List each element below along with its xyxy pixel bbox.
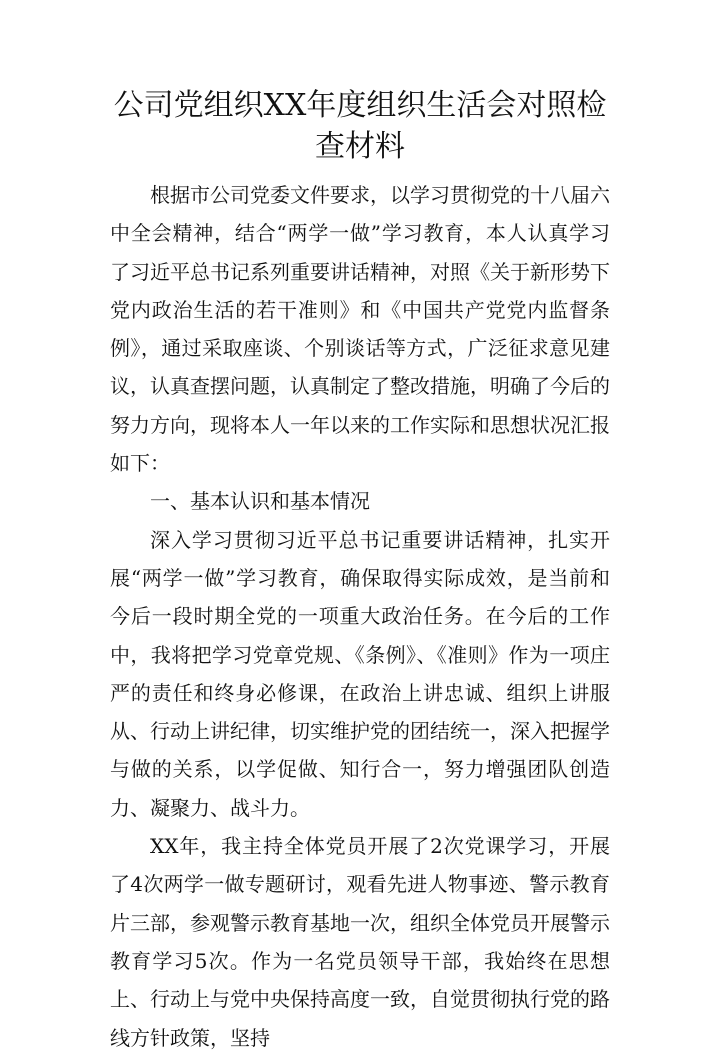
- paragraph-annual-activities: XX年，我主持全体党员开展了2次党课学习，开展了4次两学一做专题研讨，观看先进人物事迹、警示教育片三部，参观警示教育基地一次，组织全体党员开展警示教育学习5次。作为一名党员领导干部，我始终在思想上、行动上与党中央保持高度一致，自觉贯彻执行党的路线方针政策，坚持: [110, 834, 610, 1050]
- document-body: [110, 176, 610, 1057]
- document-title: 公司党组织XX年度组织生活会对照检查材料: [113, 88, 607, 164]
- paragraph-study-spirit: 深入学习贯彻习近平总书记重要讲话精神，扎实开展“两学一做”学习教育，确保取得实际成效，是当前和今后一段时期全党的一项重大政治任务。在今后的工作中，我将把学习党章党规、《条例》、《准则》作为一项庄严的责任和终身必修课，在政治上讲忠诚、组织上讲服从、行动上讲纪律，切实维护党的团结统一，深入把握学与做的关系，以学促做、知行合一，努力增强团队创造力、凝聚力、战斗力。: [110, 527, 610, 820]
- section-heading-basic-situation: 一、基本认识和基本情况: [150, 489, 370, 514]
- paragraph-intro: 根据市公司党委文件要求，以学习贯彻党的十八届六中全会精神，结合“两学一做”学习教育，本人认真学习了习近平总书记系列重要讲话精神，对照《关于新形势下党内政治生活的若干准则》和《中国共产党党内监督条例》，通过采取座谈、个别谈话等方式，广泛征求意见建议，认真查摆问题，认真制定了整改措施，明确了今后的努力方向，现将本人一年以来的工作实际和思想状况汇报如下：: [110, 183, 610, 476]
